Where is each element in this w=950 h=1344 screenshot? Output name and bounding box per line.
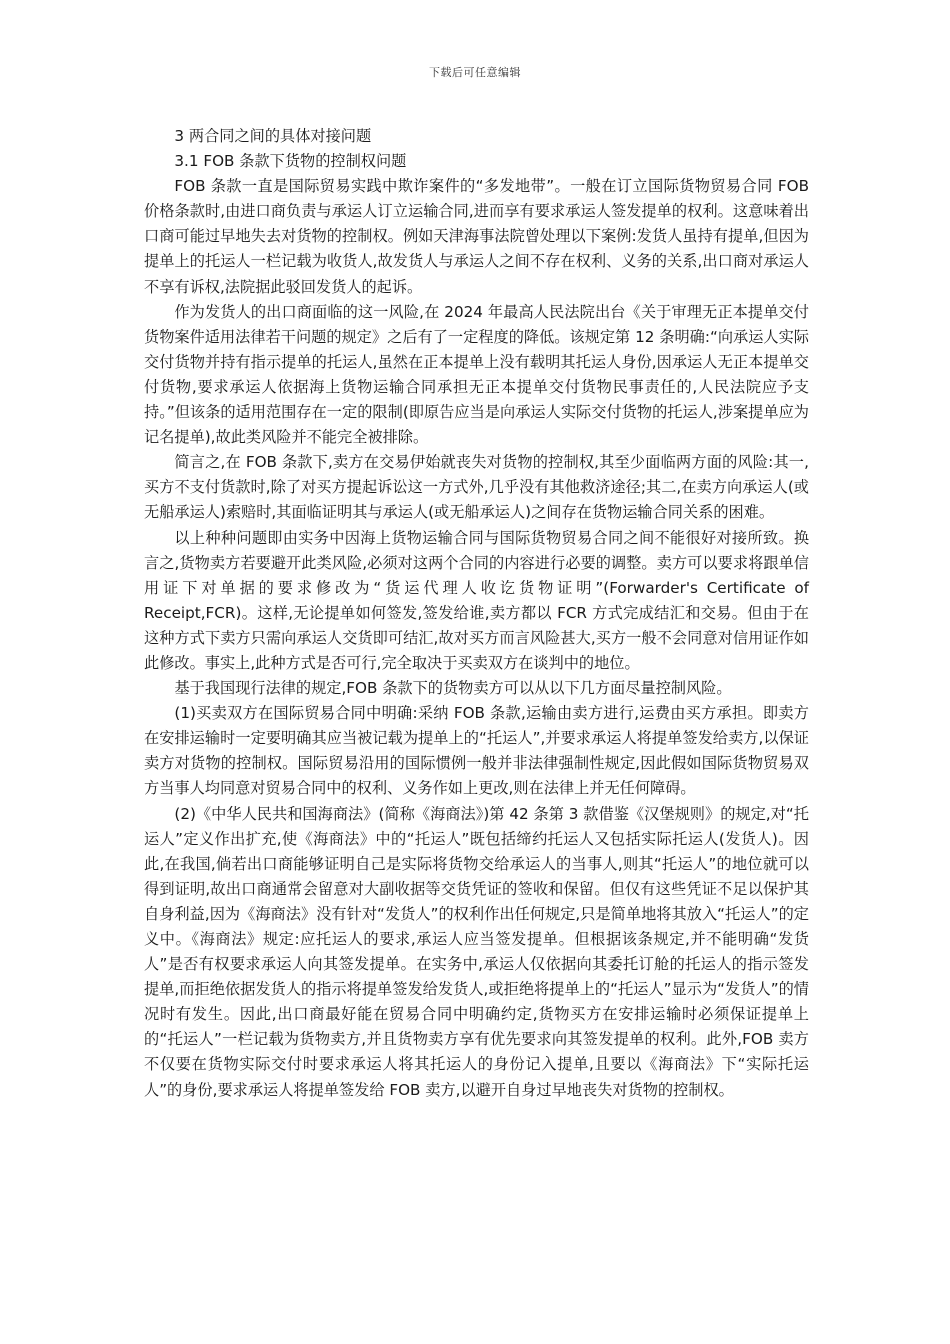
paragraph-item-1: (1)买卖双方在国际贸易合同中明确:采纳 FOB 条款,运输由卖方进行,运费由买方承担。即卖方在安排运输时一定要明确其应当被记载为提单上的“托运人”,并要求承运人将提单签发给卖方,以保证卖方对货物的控制权。国际贸易沿用的国际惯例一般并非法律强制性规定,因此假如国际货物贸易双方当事人均同意对贸易合同中的权利、义务作如上更改,则在法律上并无任何障碍。 xyxy=(144,704,809,798)
page-header: 下载后可任意编辑 xyxy=(429,66,521,79)
section-heading-3: 3 两合同之间的具体对接问题 xyxy=(174,127,372,145)
paragraph-item-2: (2)《中华人民共和国海商法》(简称《海商法》)第 42 条第 3 款借鉴《汉堡规则》的规定,对“托运人”定义作出扩充,使《海商法》中的“托运人”既包括缔约托运人又包括实际托运人(发货人)。因此,在我国,倘若出口商能够证明自己是实际将货物交给承运人的当事人,则其“托运人”的地位就可以得到证明,故出口商通常会留意对大副收据等交货凭证的签收和保留。但仅有这些凭证不足以保护其自身利益,因为《海商法》没有针对“发货人”的权利作出任何规定,只是简单地将其放入“托运人”的定义中。《海商法》规定:应托运人的要求,承运人应当签发提单。但根据该条规定,并不能明确“发货人”是否有权要求承运人向其签发提单。在实务中,承运人仅依据向其委托订舱的托运人的指示签发提单,而拒绝依据发货人的指示将提单签发给发货人,或拒绝将提单上的“托运人”显示为“发货人”的情况时有发生。因此,出口商最好能在贸易合同中明确约定,货物买方在安排运输时必须保证提单上的“托运人”一栏记载为货物卖方,并且货物卖方享有优先要求向其签发提单的权利。此外,FOB 卖方不仅要在货物实际交付时要求承运人将其托运人的身份记入提单,且要以《海商法》下“实际托运人”的身份,要求承运人将提单签发给 FOB 卖方,以避开自身过早地丧失对货物的控制权。 xyxy=(144,804,809,1099)
section-heading-3-1: 3.1 FOB 条款下货物的控制权问题 xyxy=(174,152,407,171)
paragraph-summary-risks: 简言之,在 FOB 条款下,卖方在交易伊始就丧失对货物的控制权,其至少面临两方面的风险:其一,买方不支付货款时,除了对买方提起诉讼这一方式外,几乎没有其他救济途径;其二,在卖方向承运人(或无船承运人)索赔时,其面临证明其与承运人(或无船承运人)之间存在货物运输合同关系的困难。 xyxy=(144,453,809,522)
paragraph-fob-fraud: FOB 条款一直是国际贸易实践中欺诈案件的“多发地带”。一般在订立国际货物贸易合同 FOB 价格条款时,由进口商负责与承运人订立运输合同,进而享有要求承运人签发提单的权利。这意味着出口商可能过早地失去对货物的控制权。例如天津海事法院曾处理以下案例:发货人虽持有提单,但因为提单上的托运人一栏记载为收货人,故发货人与承运人之间不存在权利、义务的关系,出口商对承运人不享有诉权,法院据此驳回发货人的起诉。 xyxy=(144,177,809,296)
document-body xyxy=(144,124,809,1103)
paragraph-fcr: 以上种种问题即由实务中因海上货物运输合同与国际货物贸易合同之间不能很好对接所致。换言之,货物卖方若要避开此类风险,必须对这两个合同的内容进行必要的调整。卖方可以要求将跟单信用证下对单据的要求修改为“货运代理人收讫货物证明”(Forwarder's Certificate of Receipt,FCR)。这样,无论提单如何签发,签发给谁,卖方都以 FCR 方式完成结汇和交易。但由于在这种方式下卖方只需向承运人交货即可结汇,故对买方而言风险甚大,买方一般不会同意对信用证作如此修改。事实上,此种方式是否可行,完全取决于买卖双方在谈判中的地位。 xyxy=(144,528,809,672)
paragraph-control-intro: 基于我国现行法律的规定,FOB 条款下的货物卖方可以从以下几方面尽量控制风险。 xyxy=(174,679,732,698)
paragraph-supreme-court-rule: 作为发货人的出口商面临的这一风险,在 2024 年最高人民法院出台《关于审理无正本提单交付货物案件适用法律若干问题的规定》之后有了一定程度的降低。该规定第 12 条明确:“向承运人实际交付货物并持有指示提单的托运人,虽然在正本提单上没有载明其托运人身份,因承运人无正本提单交付货物,要求承运人依据海上货物运输合同承担无正本提单交付货物民事责任的,人民法院应予支持。”但该条的适用范围存在一定的限制(即原告应当是向承运人实际交付货物的托运人,涉案提单应为记名提单),故此类风险并不能完全被排除。 xyxy=(144,302,809,447)
